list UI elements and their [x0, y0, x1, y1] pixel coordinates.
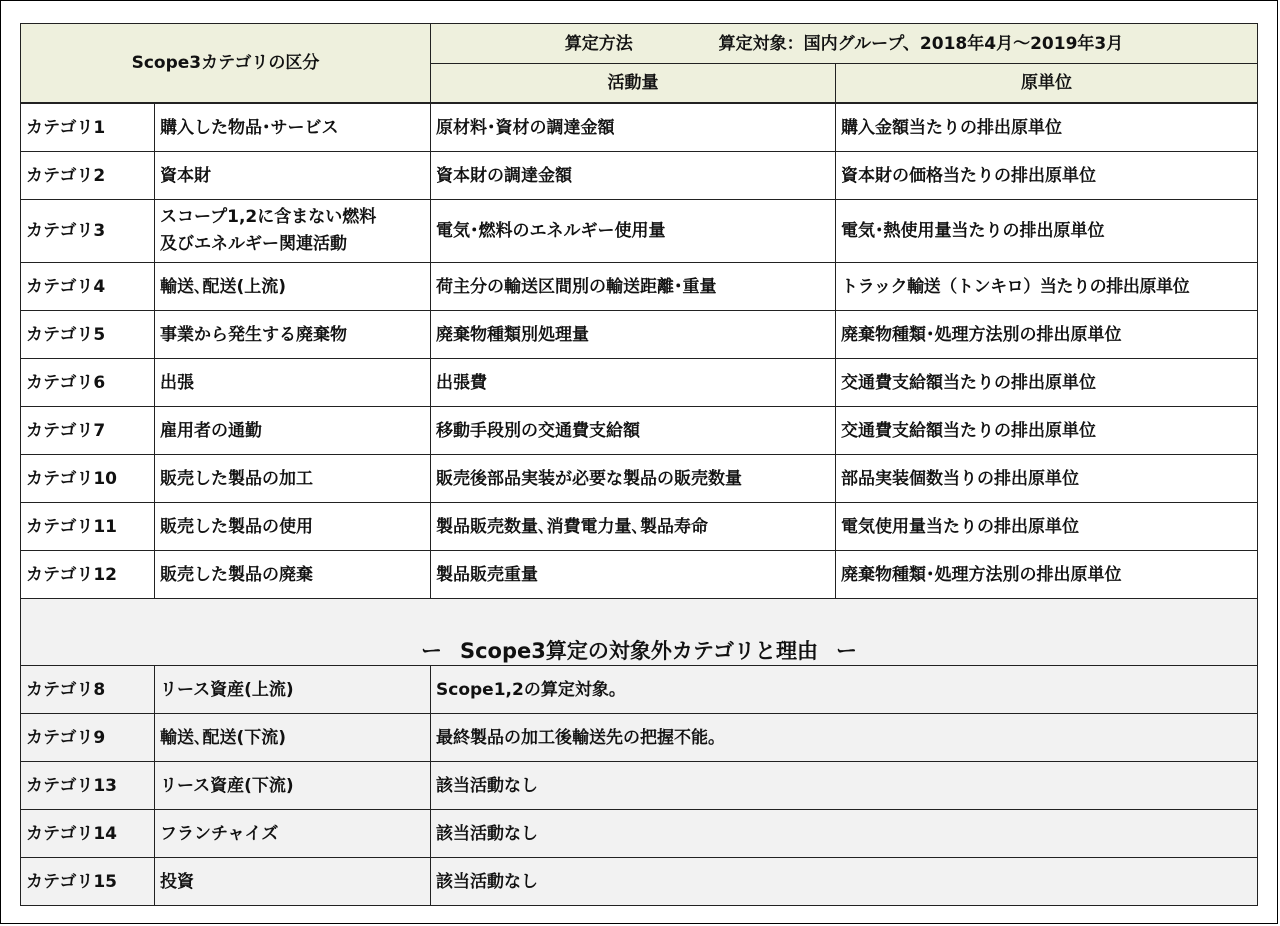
- excluded-title-text: Scope3算定の対象外カテゴリと理由: [459, 639, 819, 663]
- unit-cell: 購入金額当たりの排出原単位: [836, 103, 1258, 152]
- reason-cell: 該当活動なし: [431, 810, 1258, 858]
- category-name: 販売した製品の廃棄: [155, 551, 431, 599]
- table-row: [21, 152, 1258, 200]
- header-method: [431, 24, 1258, 64]
- category-id: カテゴリ12: [21, 551, 155, 599]
- category-id: カテゴリ4: [21, 263, 155, 311]
- dash-left: ー: [420, 639, 442, 663]
- activity-cell: 荷主分の輸送区間別の輸送距離･重量: [431, 263, 836, 311]
- excluded-row: [21, 714, 1258, 762]
- dash-right: ー: [836, 639, 858, 663]
- category-id: カテゴリ3: [21, 200, 155, 263]
- reason-cell: 該当活動なし: [431, 762, 1258, 810]
- unit-cell: 電気･熱使用量当たりの排出原単位: [836, 200, 1258, 263]
- reason-cell: 最終製品の加工後輸送先の把握不能。: [431, 714, 1258, 762]
- table-row: [21, 503, 1258, 551]
- category-name: 販売した製品の使用: [155, 503, 431, 551]
- activity-cell: 電気･燃料のエネルギー使用量: [431, 200, 836, 263]
- category-name: フランチャイズ: [155, 810, 431, 858]
- unit-cell: 廃棄物種類･処理方法別の排出原単位: [836, 551, 1258, 599]
- category-id: カテゴリ9: [21, 714, 155, 762]
- activity-cell: 原材料･資材の調達金額: [431, 103, 836, 152]
- category-id: カテゴリ15: [21, 858, 155, 906]
- category-id: カテゴリ1: [21, 103, 155, 152]
- table-row: [21, 455, 1258, 503]
- header-unit: 原単位: [836, 64, 1258, 104]
- reason-cell: 該当活動なし: [431, 858, 1258, 906]
- activity-cell: 資本財の調達金額: [431, 152, 836, 200]
- excluded-section-header: [21, 599, 1258, 666]
- category-id: カテゴリ2: [21, 152, 155, 200]
- excluded-row: [21, 762, 1258, 810]
- activity-cell: 廃棄物種類別処理量: [431, 311, 836, 359]
- category-name: [155, 200, 431, 263]
- activity-cell: 販売後部品実装が必要な製品の販売数量: [431, 455, 836, 503]
- table-row: [21, 359, 1258, 407]
- activity-cell: 移動手段別の交通費支給額: [431, 407, 836, 455]
- category-name: 販売した製品の加工: [155, 455, 431, 503]
- category-id: カテゴリ13: [21, 762, 155, 810]
- reason-cell: Scope1,2の算定対象。: [431, 666, 1258, 714]
- table-row: [21, 263, 1258, 311]
- header-activity: 活動量: [431, 64, 836, 104]
- excluded-row: [21, 810, 1258, 858]
- category-name-line2: 及びエネルギー関連活動: [160, 234, 347, 254]
- unit-cell: 廃棄物種類･処理方法別の排出原単位: [836, 311, 1258, 359]
- unit-cell: 交通費支給額当たりの排出原単位: [836, 359, 1258, 407]
- header-category-division: Scope3カテゴリの区分: [21, 24, 431, 104]
- unit-cell: 資本財の価格当たりの排出原単位: [836, 152, 1258, 200]
- category-name: 投資: [155, 858, 431, 906]
- category-name: 輸送､配送(下流): [155, 714, 431, 762]
- category-name: 出張: [155, 359, 431, 407]
- table-row: [21, 407, 1258, 455]
- excluded-row: [21, 666, 1258, 714]
- category-name: リース資産(下流): [155, 762, 431, 810]
- scope3-table: [20, 23, 1258, 906]
- activity-cell: 製品販売重量: [431, 551, 836, 599]
- category-id: カテゴリ10: [21, 455, 155, 503]
- category-name: リース資産(上流): [155, 666, 431, 714]
- category-name: 事業から発生する廃棄物: [155, 311, 431, 359]
- category-name: 輸送､配送(上流): [155, 263, 431, 311]
- category-id: カテゴリ8: [21, 666, 155, 714]
- category-name-line1: スコープ1,2に含まない燃料: [160, 207, 377, 227]
- table-row: [21, 200, 1258, 263]
- category-id: カテゴリ6: [21, 359, 155, 407]
- header-method-label: 算定方法: [564, 33, 633, 54]
- category-name: 雇用者の通勤: [155, 407, 431, 455]
- excluded-section-title: [21, 599, 1258, 666]
- unit-cell: 部品実装個数当りの排出原単位: [836, 455, 1258, 503]
- table-row: [21, 551, 1258, 599]
- activity-cell: 製品販売数量､消費電力量､製品寿命: [431, 503, 836, 551]
- category-id: カテゴリ7: [21, 407, 155, 455]
- unit-cell: 交通費支給額当たりの排出原単位: [836, 407, 1258, 455]
- category-id: カテゴリ11: [21, 503, 155, 551]
- excluded-row: [21, 858, 1258, 906]
- table-row: [21, 103, 1258, 152]
- header-target-label: 算定対象：国内グループ、2018年4月～2019年3月: [718, 33, 1124, 54]
- table-row: [21, 311, 1258, 359]
- unit-cell: トラック輸送（トンキロ）当たりの排出原単位: [836, 263, 1258, 311]
- category-id: カテゴリ5: [21, 311, 155, 359]
- activity-cell: 出張費: [431, 359, 836, 407]
- category-name: 購入した物品･サービス: [155, 103, 431, 152]
- category-name: 資本財: [155, 152, 431, 200]
- unit-cell: 電気使用量当たりの排出原単位: [836, 503, 1258, 551]
- category-id: カテゴリ14: [21, 810, 155, 858]
